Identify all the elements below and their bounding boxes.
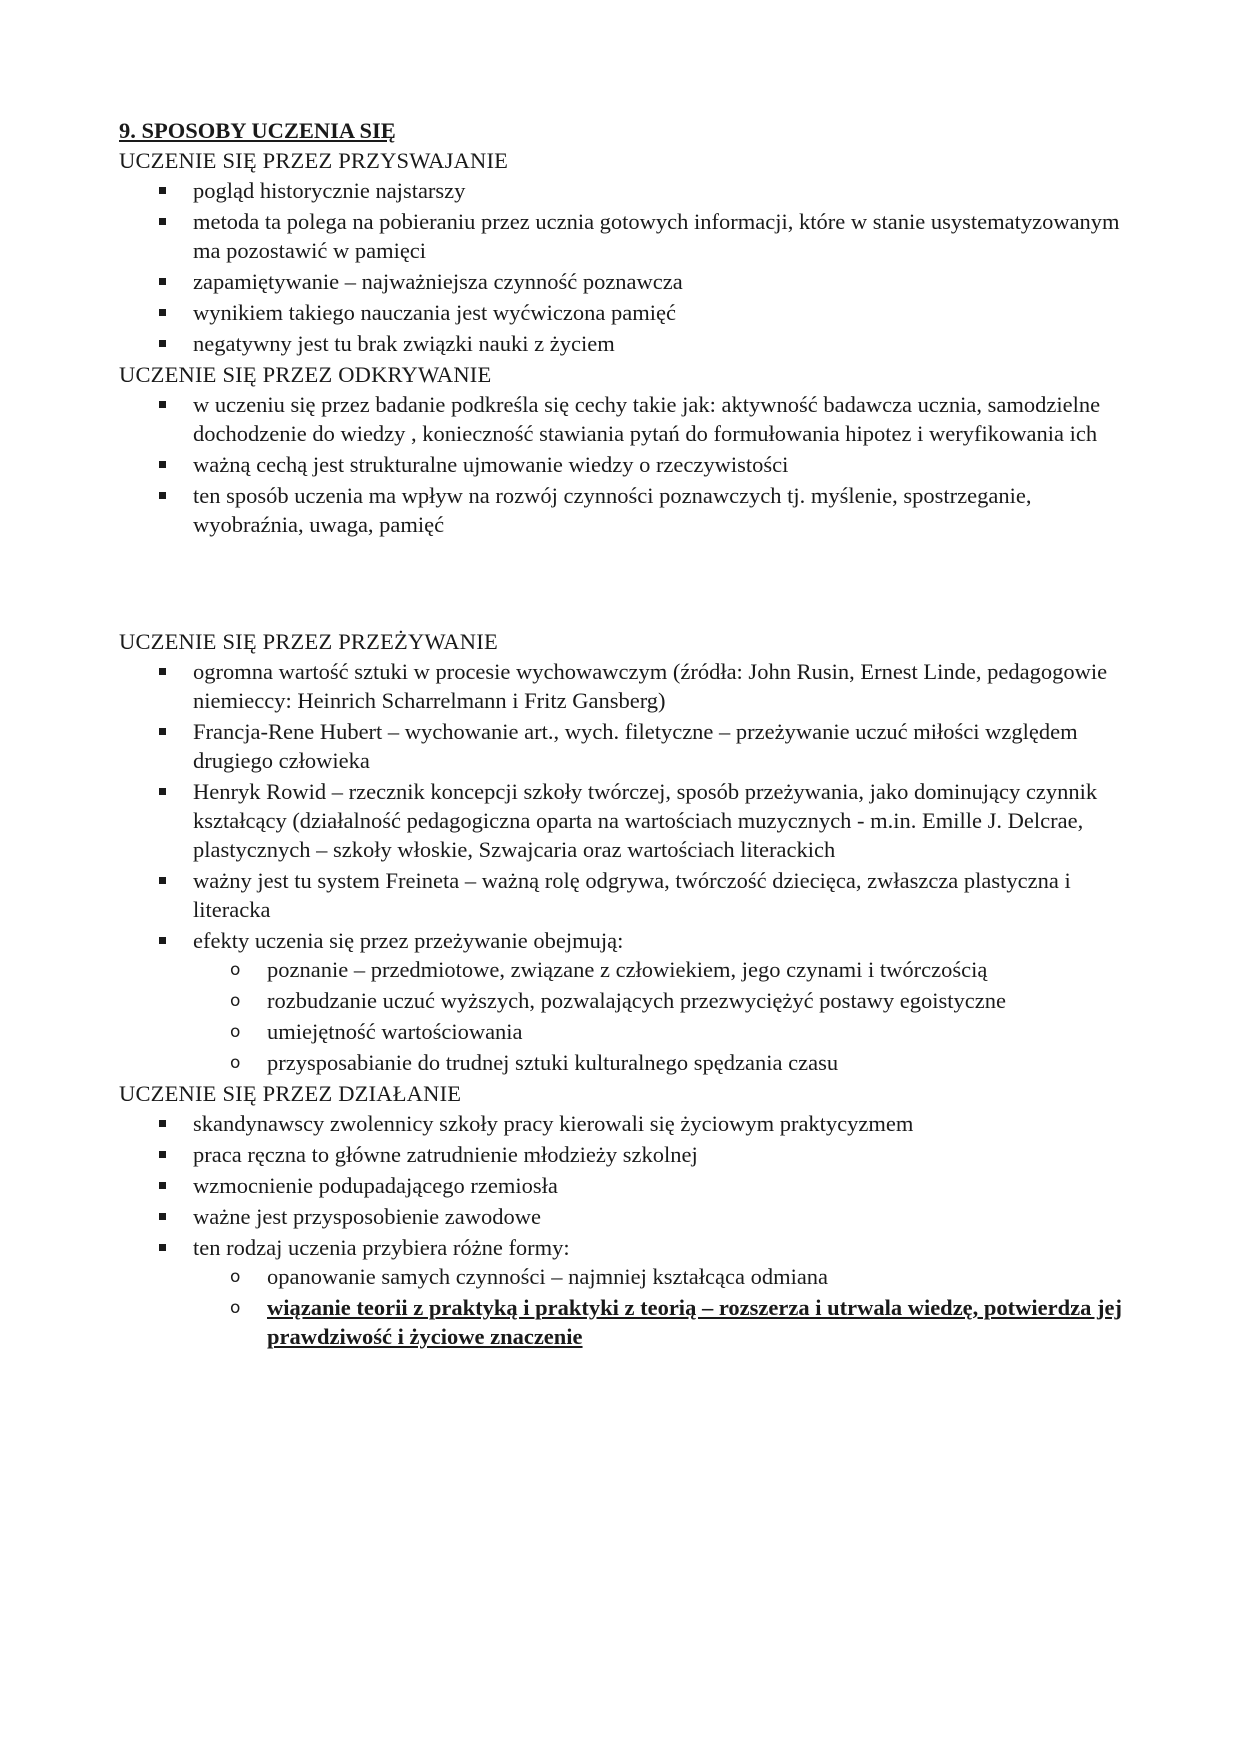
- bullet-list-dzialanie: [119, 1109, 1129, 1351]
- circle-bullet-icon: o: [230, 1298, 241, 1318]
- sub-list-item: o opanowanie samych czynności – najmniej kształcąca odmiana: [119, 1262, 1129, 1291]
- square-bullet-icon: [159, 340, 166, 347]
- list-item: ważne jest przysposobienie zawodowe: [119, 1202, 1129, 1231]
- section-heading-odkrywanie: UCZENIE SIĘ PRZEZ ODKRYWANIE: [119, 362, 492, 387]
- circle-bullet-icon: o: [230, 991, 241, 1011]
- circle-bullet-icon: o: [230, 1267, 241, 1287]
- list-item: wynikiem takiego nauczania jest wyćwiczona pamięć: [119, 298, 1129, 327]
- list-item: zapamiętywanie – najważniejsza czynność poznawcza: [119, 267, 1129, 296]
- square-bullet-icon: [159, 877, 166, 884]
- sub-list-item: o poznanie – przedmiotowe, związane z człowiekiem, jego czynami i twórczością: [119, 955, 1129, 984]
- section-heading-przezywanie: UCZENIE SIĘ PRZEZ PRZEŻYWANIE: [119, 629, 498, 654]
- list-item: Henryk Rowid – rzecznik koncepcji szkoły twórczej, sposób przeżywania, jako dominujący czynnik kształcący (działalność pedagogiczna oparta na wartościach muzycznych - m.in. Emille J. Delcrae, plastycznych – szkoły włoskie, Szwajcaria oraz wartościach literackich: [119, 777, 1129, 864]
- square-bullet-icon: [159, 728, 166, 735]
- circle-bullet-icon: o: [230, 1053, 241, 1073]
- sub-list-item: o umiejętność wartościowania: [119, 1017, 1129, 1046]
- list-item: ten rodzaj uczenia przybiera różne formy: o opanowanie samych czynności – najmniej kształcąca odmiana o wiązanie teorii z praktyką i praktyki z teorią – rozszerza i utrwala wiedzę, potwierdza jej prawdziwość i życiowe znaczenie: [119, 1233, 1129, 1351]
- section-heading-przyswajanie: UCZENIE SIĘ PRZEZ PRZYSWAJANIE: [119, 148, 509, 173]
- sub-list-efekty: [119, 955, 1129, 1077]
- sub-list-formy: [119, 1262, 1129, 1351]
- bullet-list-odkrywanie: [119, 390, 1129, 539]
- list-item: wzmocnienie podupadającego rzemiosła: [119, 1171, 1129, 1200]
- blank-space: [119, 541, 1129, 627]
- square-bullet-icon: [159, 309, 166, 316]
- square-bullet-icon: [159, 461, 166, 468]
- list-item: ważny jest tu system Freineta – ważną rolę odgrywa, twórczość dziecięca, zwłaszcza plastyczna i literacka: [119, 866, 1129, 924]
- sub-list-item: o przysposabianie do trudnej sztuki kulturalnego spędzania czasu: [119, 1048, 1129, 1077]
- list-item: pogląd historycznie najstarszy: [119, 176, 1129, 205]
- square-bullet-icon: [159, 401, 166, 408]
- square-bullet-icon: [159, 1182, 166, 1189]
- list-item: ten sposób uczenia ma wpływ na rozwój czynności poznawczych tj. myślenie, spostrzeganie, wyobraźnia, uwaga, pamięć: [119, 481, 1129, 539]
- list-item: skandynawscy zwolennicy szkoły pracy kierowali się życiowym praktycyzmem: [119, 1109, 1129, 1138]
- section-heading-dzialanie: UCZENIE SIĘ PRZEZ DZIAŁANIE: [119, 1081, 462, 1106]
- list-item: metoda ta polega na pobieraniu przez ucznia gotowych informacji, które w stanie usystematyzowanym ma pozostawić w pamięci: [119, 207, 1129, 265]
- list-item: Francja-Rene Hubert – wychowanie art., wych. filetyczne – przeżywanie uczuć miłości względem drugiego człowieka: [119, 717, 1129, 775]
- list-item: efekty uczenia się przez przeżywanie obejmują: o poznanie – przedmiotowe, związane z człowiekiem, jego czynami i twórczością o rozbudzanie uczuć wyższych, pozwalających przezwyciężyć postawy egoistyczne o umiejętność wartościowania o przysposabianie do trudnej sztuki kulturalnego spędzania czasu: [119, 926, 1129, 1077]
- square-bullet-icon: [159, 1151, 166, 1158]
- document-title: 9. SPOSOBY UCZENIA SIĘ: [119, 118, 396, 143]
- sub-list-item: o wiązanie teorii z praktyką i praktyki z teorią – rozszerza i utrwala wiedzę, potwierdza jej prawdziwość i życiowe znaczenie: [230, 1295, 1122, 1349]
- square-bullet-icon: [159, 278, 166, 285]
- bullet-list-przezywanie: [119, 657, 1129, 1077]
- list-item: w uczeniu się przez badanie podkreśla się cechy takie jak: aktywność badawcza ucznia, samodzielne dochodzenie do wiedzy , konieczność stawiania pytań do formułowania hipotez i weryfikowania ich: [119, 390, 1129, 448]
- square-bullet-icon: [159, 788, 166, 795]
- square-bullet-icon: [159, 1244, 166, 1251]
- square-bullet-icon: [159, 937, 166, 944]
- square-bullet-icon: [159, 218, 166, 225]
- list-item: praca ręczna to główne zatrudnienie młodzieży szkolnej: [119, 1140, 1129, 1169]
- document-page: [119, 116, 1129, 1353]
- square-bullet-icon: [159, 668, 166, 675]
- square-bullet-icon: [159, 1120, 166, 1127]
- list-item: ogromna wartość sztuki w procesie wychowawczym (źródła: John Rusin, Ernest Linde, pedagogowie niemieccy: Heinrich Scharrelmann i Fritz Gansberg): [119, 657, 1129, 715]
- square-bullet-icon: [159, 492, 166, 499]
- bullet-list-przyswajanie: [119, 176, 1129, 358]
- circle-bullet-icon: o: [230, 960, 241, 980]
- sub-list-item: o rozbudzanie uczuć wyższych, pozwalających przezwyciężyć postawy egoistyczne: [119, 986, 1129, 1015]
- square-bullet-icon: [159, 187, 166, 194]
- list-item: negatywny jest tu brak związki nauki z życiem: [119, 329, 1129, 358]
- square-bullet-icon: [159, 1213, 166, 1220]
- list-item: ważną cechą jest strukturalne ujmowanie wiedzy o rzeczywistości: [119, 450, 1129, 479]
- circle-bullet-icon: o: [230, 1022, 241, 1042]
